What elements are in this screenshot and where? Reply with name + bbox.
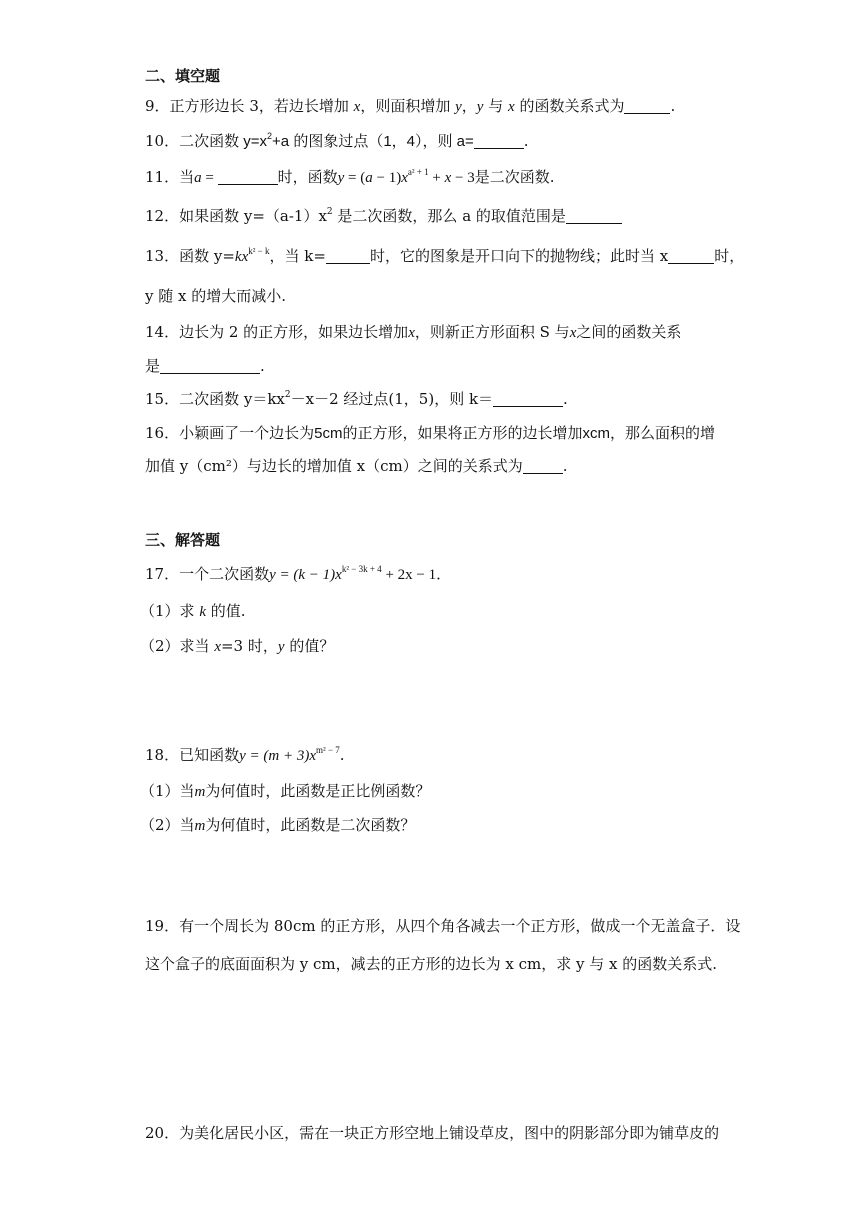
q17-p1-text-b: 的值. bbox=[205, 602, 246, 620]
q18-p1-text-b: 为何值时，此函数是正比例函数？ bbox=[205, 782, 431, 800]
section-heading-solve: 三、解答题 bbox=[145, 531, 221, 549]
q18-p1-var-m: m bbox=[194, 784, 206, 800]
question-16 bbox=[145, 423, 715, 444]
q14-text: 边长为 2 的正方形，如果边长增加 bbox=[179, 323, 409, 341]
q17-formula-tail: + 2x − 1 bbox=[381, 567, 437, 583]
q10-number: 10． bbox=[145, 132, 180, 150]
q16-answer-blank bbox=[523, 458, 563, 474]
q16-text-5cm: 5cm bbox=[314, 425, 343, 442]
question-17 bbox=[145, 564, 451, 585]
question-13 bbox=[145, 246, 744, 267]
q17-p2-text: （2）求当 bbox=[140, 637, 215, 655]
q9-var-x: x bbox=[353, 99, 361, 115]
question-18-part1 bbox=[140, 781, 430, 802]
q18-number: 18． bbox=[145, 746, 180, 764]
q9-number: 9． bbox=[145, 97, 170, 115]
q11-formula-a: a bbox=[365, 170, 373, 186]
q11-equals: = bbox=[201, 170, 218, 186]
q13-text-c: 时，它的图象是开口向下的抛物线；此时当 x bbox=[369, 247, 669, 265]
question-15 bbox=[145, 389, 568, 409]
q14-number: 14． bbox=[145, 323, 180, 341]
q10-end: . bbox=[523, 132, 529, 150]
q17-end: ． bbox=[436, 565, 452, 583]
q10-text-b: +a 的图象过点（1，4），则 a= bbox=[272, 133, 474, 150]
q13-number: 13． bbox=[145, 247, 180, 265]
q11-formula-plus: + bbox=[428, 170, 445, 186]
question-9 bbox=[145, 96, 675, 117]
q16-text-c: 的正方形，如果将正方形的边长增加 bbox=[342, 424, 583, 442]
q12-text: 如果函数 y=（a-1）x bbox=[179, 207, 327, 225]
q15-text: 二次函数 y＝kx bbox=[179, 390, 285, 408]
q15-number: 15． bbox=[145, 390, 180, 408]
q16-number: 16． bbox=[145, 424, 180, 442]
q12-text-b: 是二次函数，那么 a 的取值范围是 bbox=[332, 207, 566, 225]
q16-line2-text: 加值 y（cm²）与边长的增加值 x（cm）之间的关系式为 bbox=[145, 457, 523, 475]
q13-text: 函数 y= bbox=[179, 247, 235, 265]
q15-exponent: 2 bbox=[284, 390, 291, 400]
q11-formula-x: x bbox=[401, 170, 408, 186]
question-20-line1: 20．为美化居民小区，需在一块正方形空地上铺设草皮，图中的阴影部分即为铺草皮的 bbox=[145, 1124, 720, 1142]
q9-text-d: 与 bbox=[483, 97, 508, 115]
section-heading-fill: 二、填空题 bbox=[145, 67, 221, 85]
q17-p2-text-c: 的值？ bbox=[284, 637, 335, 655]
q9-end: . bbox=[670, 97, 676, 115]
q18-p2-text-b: 为何值时，此函数是二次函数？ bbox=[205, 816, 416, 834]
q17-formula-exponent: k² − 3k + 4 bbox=[341, 564, 382, 574]
q9-var-y2: y bbox=[476, 99, 484, 115]
q17-number: 17． bbox=[145, 565, 180, 583]
question-18-part2 bbox=[140, 815, 415, 836]
q15-answer-blank bbox=[493, 391, 563, 407]
q13-answer-blank-k bbox=[326, 248, 370, 264]
q11-answer-blank bbox=[218, 169, 278, 185]
q11-text: 当 bbox=[179, 168, 195, 186]
q14-text-b: ，则新正方形面积 S 与 bbox=[414, 323, 570, 341]
q16-text-e: ，那么面积的增 bbox=[609, 424, 715, 442]
question-17-part2 bbox=[140, 636, 334, 657]
q18-formula: y = (m + 3)x bbox=[239, 748, 316, 764]
q9-var-x2: x bbox=[508, 99, 515, 115]
question-11 bbox=[145, 167, 555, 188]
q10-text: 二次函数 y=x bbox=[179, 133, 268, 150]
q9-text-e: 的函数关系式为 bbox=[514, 97, 625, 115]
q15-end: . bbox=[563, 390, 568, 408]
q18-formula-exponent: m² − 7 bbox=[316, 745, 340, 755]
q13-formula-exponent: k² − k bbox=[248, 246, 270, 256]
q17-formula: y = (k − 1)x bbox=[269, 567, 342, 583]
q12-answer-blank bbox=[566, 208, 622, 224]
q17-p1-var-k: k bbox=[199, 604, 206, 620]
q14-end: . bbox=[260, 357, 265, 375]
question-17-part1 bbox=[140, 601, 246, 622]
q14-answer-blank bbox=[160, 358, 260, 374]
q11-text-b: 时，函数 bbox=[277, 168, 338, 186]
q13-text-b: ，当 k= bbox=[269, 247, 326, 265]
question-14-line2 bbox=[145, 356, 265, 376]
q17-p2-var-y: y bbox=[277, 639, 285, 655]
q18-p2-text: （2）当 bbox=[140, 816, 195, 834]
q16-text-xcm: xcm bbox=[582, 425, 610, 442]
q11-formula-part: = ( bbox=[344, 170, 366, 186]
q11-number: 11． bbox=[145, 168, 180, 186]
q9-text-c: ， bbox=[461, 97, 477, 115]
q13-answer-blank-x bbox=[668, 248, 714, 264]
q17-p2-text-b: =3 时， bbox=[220, 637, 278, 655]
q18-text: 已知函数 bbox=[179, 746, 240, 764]
q15-text-b: －x－2 经过点(1，5)，则 k＝ bbox=[290, 390, 494, 408]
q18-p1-text: （1）当 bbox=[140, 782, 195, 800]
q13-text-d: 时， bbox=[714, 247, 745, 265]
q16-text: 小颖画了一个边长为 bbox=[179, 424, 315, 442]
q11-var-a: a bbox=[194, 170, 202, 186]
question-12 bbox=[145, 206, 622, 226]
question-19-line2: 这个盒子的底面面积为 y cm，减去的正方形的边长为 x cm，求 y 与 x 的函数关系式. bbox=[145, 955, 718, 973]
q14-line2-text: 是 bbox=[145, 357, 161, 375]
q14-var-x2: x bbox=[569, 325, 577, 341]
q12-number: 12． bbox=[145, 207, 180, 225]
q11-formula-x2: x bbox=[444, 170, 452, 186]
q18-end: . bbox=[339, 746, 345, 764]
q16-end: . bbox=[562, 457, 568, 475]
q11-text-c: 是二次函数. bbox=[474, 168, 555, 186]
q17-p2-var-x: x bbox=[214, 639, 221, 655]
q11-formula-minus3: − 3 bbox=[451, 170, 475, 186]
q14-text-c: 之间的函数关系 bbox=[576, 323, 682, 341]
q18-p2-var-m: m bbox=[194, 818, 206, 834]
q10-answer-blank bbox=[474, 133, 524, 149]
q12-exponent: 2 bbox=[326, 207, 333, 217]
q17-p1-text: （1）求 bbox=[140, 602, 200, 620]
question-14 bbox=[145, 322, 681, 343]
q11-formula-part2: − 1) bbox=[372, 170, 402, 186]
q10-exponent: 2 bbox=[267, 131, 273, 141]
q11-formula-y: y bbox=[337, 170, 345, 186]
q9-text-b: ，则面积增加 bbox=[360, 97, 456, 115]
q11-formula-exponent: a² + 1 bbox=[407, 167, 429, 177]
q17-text: 一个二次函数 bbox=[179, 565, 270, 583]
question-16-line2 bbox=[145, 456, 568, 476]
question-10 bbox=[145, 131, 529, 152]
q9-text: 正方形边长 3，若边长增加 bbox=[169, 97, 354, 115]
q14-var-x: x bbox=[408, 325, 415, 341]
q9-var-y: y bbox=[455, 99, 462, 115]
q9-answer-blank bbox=[624, 98, 670, 114]
q13-formula-kx: kx bbox=[234, 249, 249, 265]
question-19-line1: 19．有一个周长为 80cm 的正方形，从四个角各减去一个正方形，做成一个无盖盒子．设 bbox=[145, 917, 741, 935]
question-18 bbox=[145, 745, 345, 766]
question-13-line2: y 随 x 的增大而减小. bbox=[145, 287, 287, 305]
